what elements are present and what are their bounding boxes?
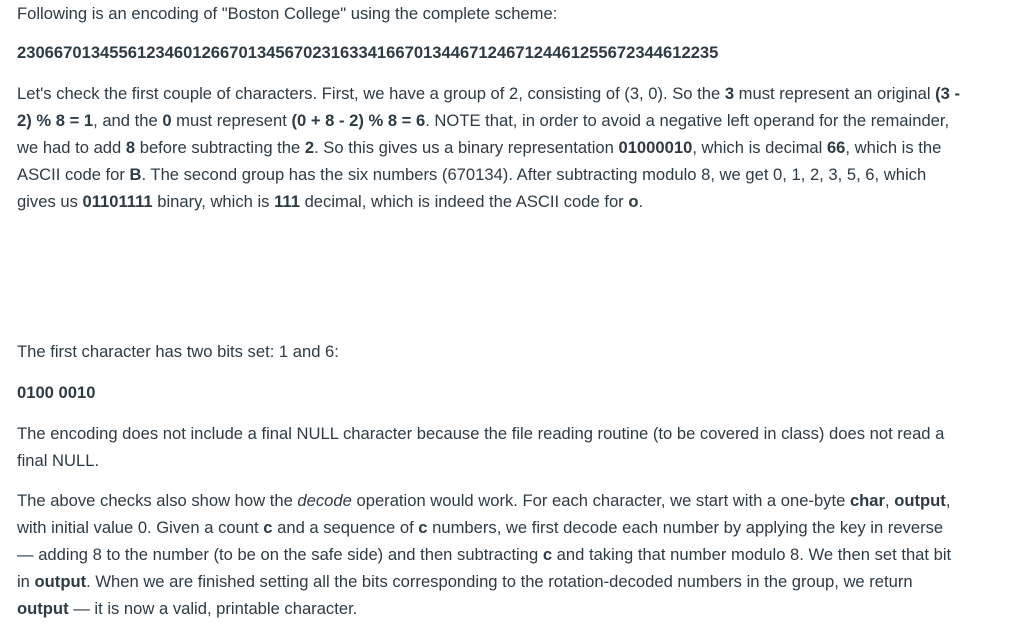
null-note-paragraph: The encoding does not include a final NULL character because the file reading routine (to be covered in class) does not read a final NULL.	[17, 424, 945, 470]
bits-value: 0100 0010	[17, 383, 96, 402]
bold-span: B	[129, 165, 142, 184]
bold-span: (3 - 2) % 8 = 1	[17, 84, 961, 130]
bold-span: output	[894, 491, 946, 510]
bold-span: 0	[162, 111, 172, 130]
intro-paragraph: Following is an encoding of "Boston College" using the complete scheme:	[17, 4, 558, 23]
text-span: must represent an original	[734, 84, 936, 103]
text-span: operation would work. For each character, we start with a one-byte	[351, 491, 850, 510]
bold-span: output	[34, 572, 87, 591]
text-span: ,	[885, 491, 895, 510]
text-span: numbers, we first decode each number by applying the key in reverse — adding 8 to the number (to be on the safe side) and then subtracting	[17, 518, 944, 564]
text-span: , which is decimal	[692, 138, 827, 157]
bold-span: 2	[304, 138, 315, 157]
check-paragraph	[17, 80, 964, 215]
text-span: The above checks also show how the	[17, 491, 298, 510]
text-span: must represent	[171, 111, 292, 130]
bold-span: 01101111	[82, 192, 153, 211]
bold-span: (0 + 8 - 2) % 8 = 6	[291, 111, 426, 130]
text-span: , and the	[93, 111, 163, 130]
bold-span: c	[418, 518, 428, 537]
text-span: decimal, which is indeed the ASCII code for	[299, 192, 629, 211]
first-character-paragraph: The first character has two bits set: 1 and 6:	[17, 342, 339, 361]
bold-span: c	[542, 545, 553, 564]
text-span: before subtracting the	[135, 138, 305, 157]
text-span: . The second group has the six numbers (670134). After subtracting modulo 8, we get 0, 1, 2, 3, 5, 6, which gives us	[17, 165, 927, 211]
bold-span: 8	[125, 138, 136, 157]
italic-span: decode	[297, 491, 352, 510]
text-span: . When we are finished setting all the bits corresponding to the rotation-decoded numbers in the group, we return	[86, 572, 913, 591]
bold-span: 66	[826, 138, 846, 157]
bold-span: 01000010	[618, 138, 693, 157]
text-span: binary, which is	[152, 192, 275, 211]
text-span: , which is the ASCII code for	[17, 138, 942, 184]
text-span: and taking that number modulo 8. We then set that bit in	[17, 545, 952, 591]
text-span: . NOTE that, in order to avoid a negative left operand for the remainder, we had to add	[17, 111, 950, 157]
text-span: , with initial value 0. Given a count	[17, 491, 951, 537]
text-span: — it is now a valid, printable character.	[68, 599, 358, 618]
bold-span: o	[628, 192, 639, 211]
bold-span: 3	[724, 84, 735, 103]
bold-span: 111	[274, 192, 300, 211]
text-span: . So this gives us a binary representation	[314, 138, 619, 157]
bold-span: c	[263, 518, 273, 537]
bold-span: char	[849, 491, 885, 510]
decode-paragraph	[17, 487, 964, 622]
text-span: Let's check the first couple of characters. First, we have a group of 2, consisting of (3, 0). So the	[17, 84, 725, 103]
bold-span: output	[17, 599, 69, 618]
text-span: .	[638, 192, 644, 211]
encoded-string: 2306670134556123460126670134567023163341667013446712467124461255672344612235	[17, 43, 719, 62]
text-span: and a sequence of	[272, 518, 419, 537]
